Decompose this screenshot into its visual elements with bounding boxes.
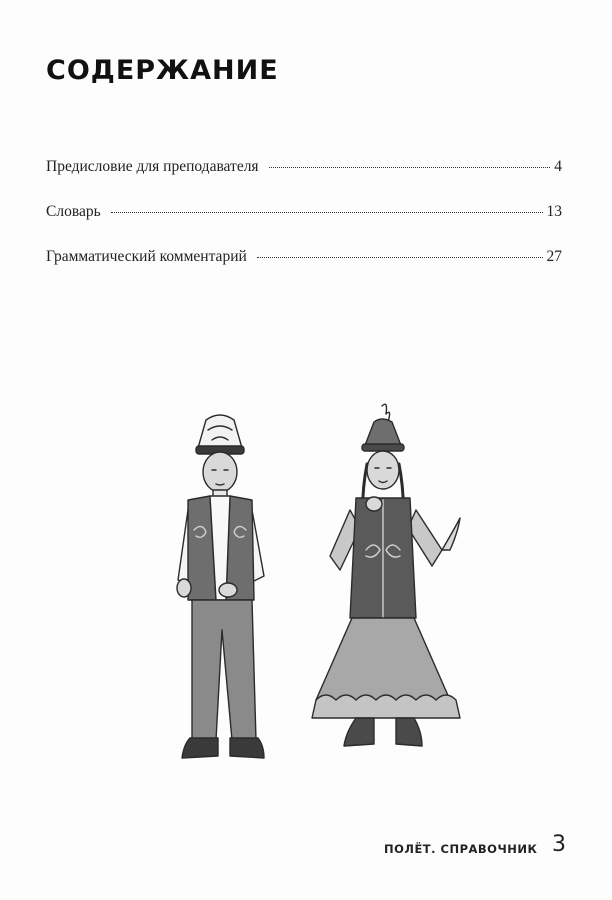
page-title: СОДЕРЖАНИЕ [46, 55, 279, 86]
children-in-kyrgyz-costume-illustration [160, 400, 480, 780]
toc-dot-leader [269, 167, 551, 168]
toc-entry-dictionary[interactable] [46, 203, 562, 248]
toc-entry-preface[interactable] [46, 158, 562, 203]
toc-dot-leader [111, 212, 543, 213]
toc-dot-leader [257, 257, 543, 258]
toc-page-number: 13 [546, 203, 562, 220]
page-number: 3 [552, 832, 566, 857]
toc-entry-grammar[interactable] [46, 248, 562, 293]
toc-entry-title: Словарь [46, 203, 101, 220]
toc-page-number: 27 [546, 248, 562, 265]
toc-entry-title: Предисловие для преподавателя [46, 158, 259, 175]
girl-figure [312, 404, 460, 746]
toc-entry-title: Грамматический комментарий [46, 248, 247, 265]
table-of-contents [46, 158, 562, 293]
toc-page-number: 4 [554, 158, 562, 175]
running-footer-book-title: ПОЛЁТ. СПРАВОЧНИК [384, 842, 538, 856]
boy-figure [177, 415, 264, 758]
